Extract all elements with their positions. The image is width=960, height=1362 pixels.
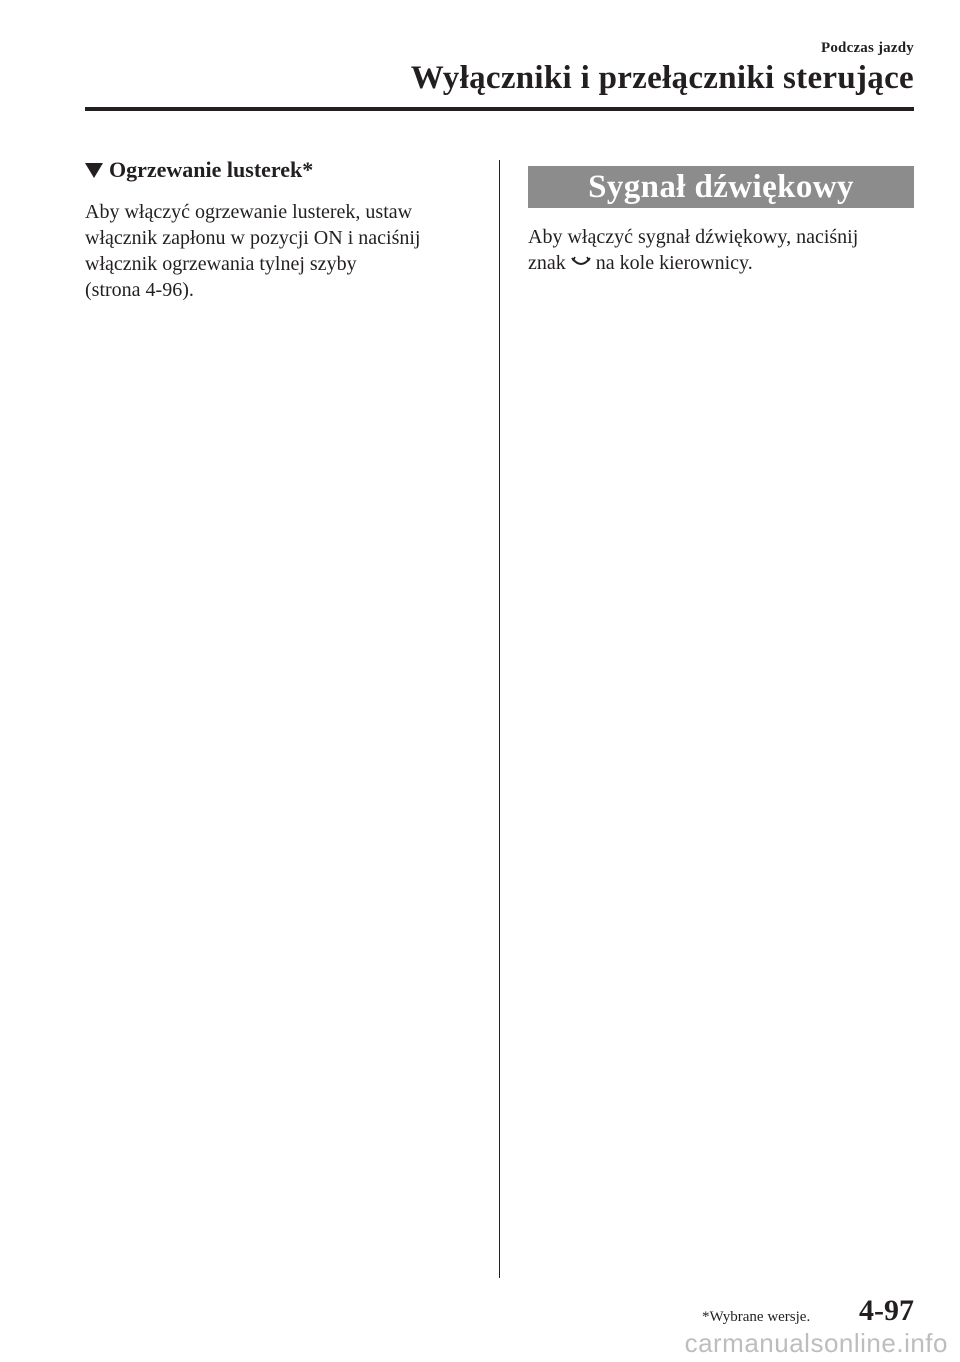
paragraph-line: włącznik ogrzewania tylnej szyby: [85, 253, 357, 275]
footnote: *Wybrane wersje.: [702, 1309, 811, 1325]
left-column: [85, 155, 480, 303]
horn-paragraph: [528, 224, 914, 276]
horn-icon: [570, 251, 592, 265]
mirror-heating-paragraph: [85, 199, 480, 303]
triangle-down-icon: [85, 163, 103, 178]
paragraph-line: włącznik zapłonu w pozycji ON i naciśnij: [85, 227, 421, 249]
page-title: Wyłączniki i przełączniki sterujące: [410, 60, 914, 96]
right-column: [528, 166, 914, 276]
column-divider: [499, 160, 500, 1278]
header-rule: [85, 107, 914, 111]
paragraph-line: Aby włączyć sygnał dźwiękowy, naciśnij: [528, 226, 859, 248]
paragraph-line: Aby włączyć ogrzewanie lusterek, ustaw: [85, 201, 413, 223]
subsection-heading-text: Ogrzewanie lusterek*: [109, 157, 314, 182]
paragraph-line: (strona 4-96).: [85, 279, 194, 301]
page-number: 4-97: [859, 1294, 914, 1327]
running-header-section: Podczas jazdy: [820, 40, 914, 56]
paragraph-line-start: znak: [528, 252, 566, 274]
section-banner: Sygnał dźwiękowy: [528, 166, 914, 208]
subsection-heading: [85, 155, 480, 185]
watermark: carmanualsonline.info: [684, 1328, 948, 1358]
paragraph-line-end: na kole kierownicy.: [595, 252, 753, 274]
